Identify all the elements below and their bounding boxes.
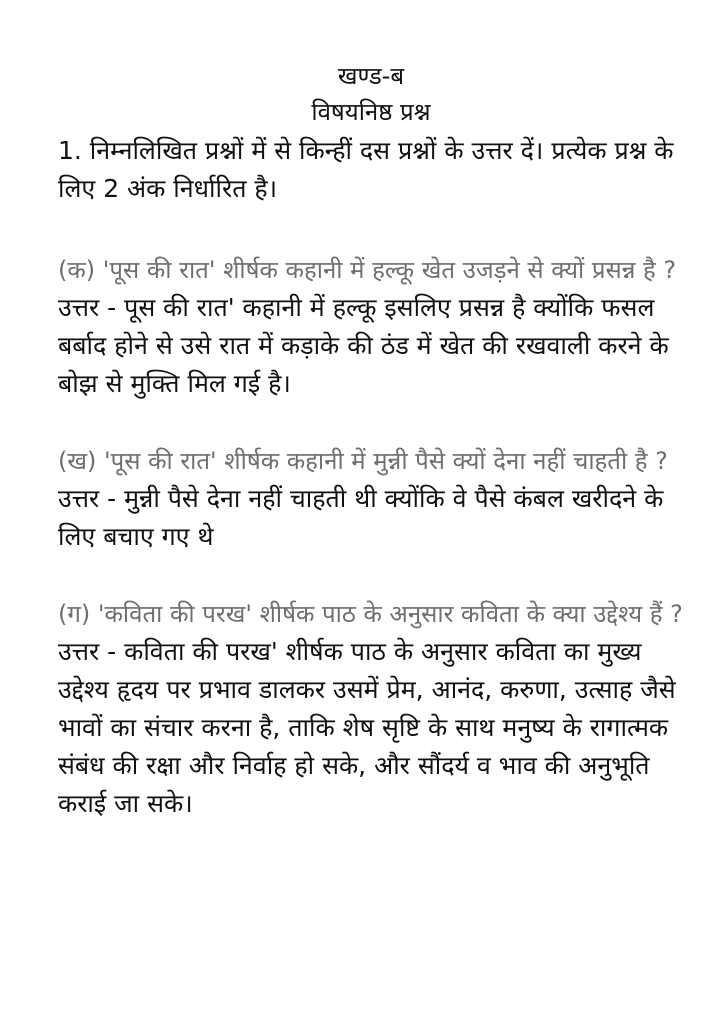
question-block-ga	[58, 596, 684, 823]
answer-text: उत्तर - कविता की परख' शीर्षक पाठ के अनुसार कविता का मुख्य उद्देश्य हृदय पर प्रभाव डालकर उसमें प्रेम, आनंद, करुणा, उत्साह जैसे भावों का संचार करना है, ताकि शेष सृष्टि के साथ मनुष्य के रागात्मक संबंध की रक्षा और निर्वाह हो सके, और सौंदर्य व भाव की अनुभूति कराई जा सके।	[58, 637, 676, 818]
instruction-text: 1. निम्नलिखित प्रश्नों में से किन्हीं दस प्रश्नों के उत्तर दें। प्रत्येक प्रश्न के लिए 2 अंक निर्धारित है।	[58, 136, 674, 203]
answer-text: उत्तर - पूस की रात' कहानी में हल्कू इसलिए प्रसन्न है क्योंकि फसल बर्बाद होने से उसे रात में कड़ाके की ठंड में खेत की रखवाली करने के बोझ से मुक्ति मिल गई है।	[58, 293, 669, 398]
question-block-kha	[58, 443, 684, 556]
question-block-ka	[58, 252, 684, 403]
question-text: (ख) 'पूस की रात' शीर्षक कहानी में मुन्नी पैसे क्यों देना नहीं चाहती है ?	[58, 447, 668, 475]
section-title: खण्ड-ब	[337, 62, 405, 90]
answer-text: उत्तर - मुन्नी पैसे देना नहीं चाहती थी क्योंकि वे पैसे कंबल खरीदने के लिए बचाए गए थे	[58, 484, 664, 551]
section-subtitle: विषयनिष्ठ प्रश्न	[311, 98, 431, 126]
question-text: (क) 'पूस की रात' शीर्षक कहानी में हल्कू खेत उजड़ने से क्यों प्रसन्न है ?	[58, 256, 677, 284]
question-text: (ग) 'कविता की परख' शीर्षक पाठ के अनुसार कविता के क्या उद्देश्य हैं ?	[58, 600, 683, 628]
